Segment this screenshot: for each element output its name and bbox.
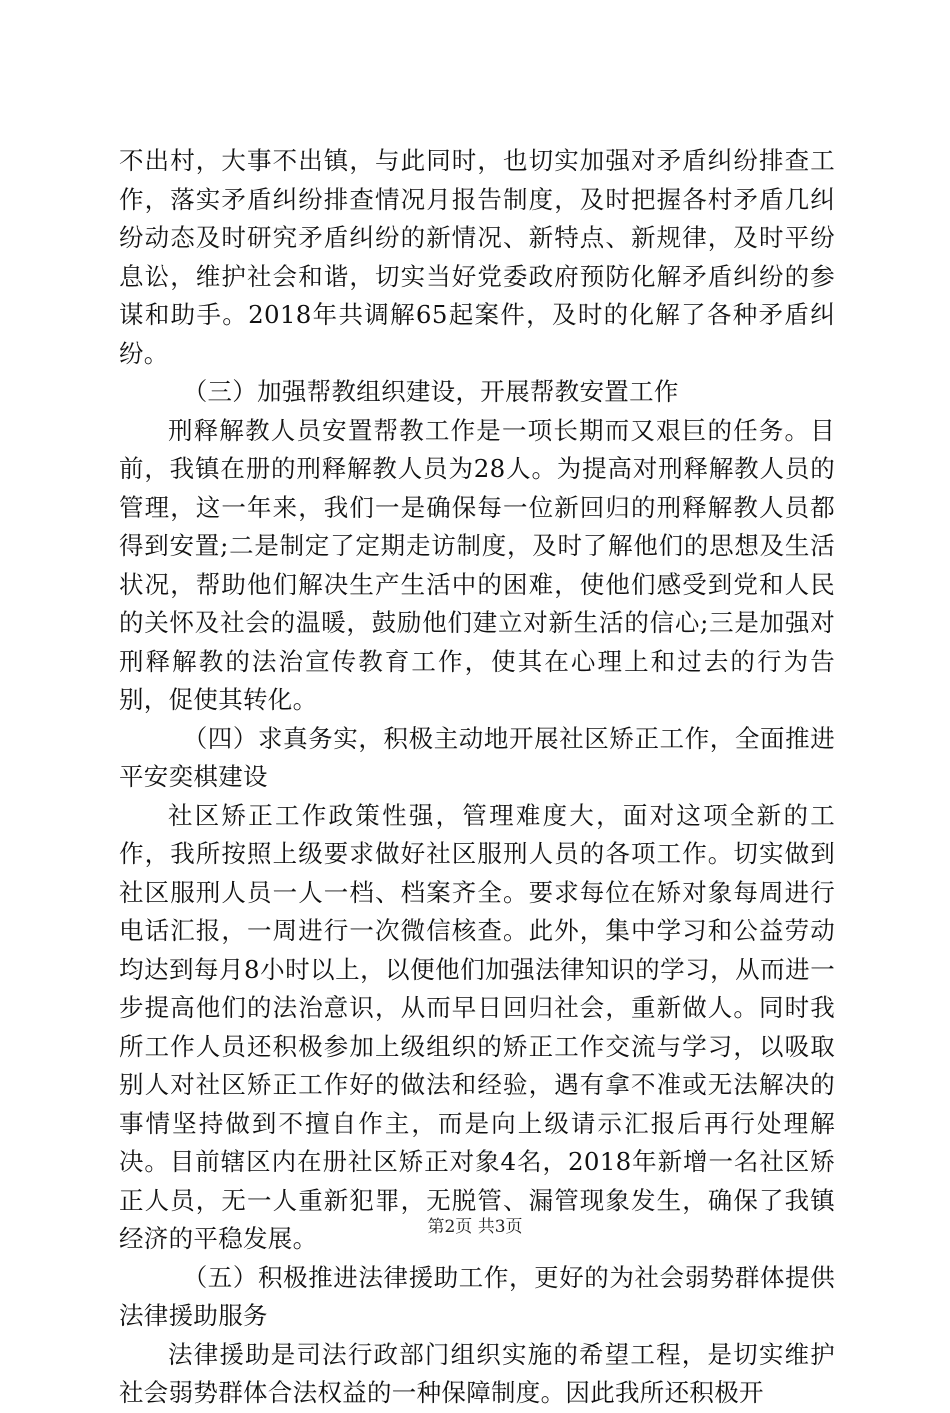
page-footer: 第2页 共3页 (427, 1217, 523, 1237)
paragraph-legal-aid: 法律援助是司法行政部门组织实施的希望工程，是切实维护社会弱势群体合法权益的一种保障制度。因此我所还积极开 (119, 1339, 835, 1407)
paragraph-community-correction: 社区矫正工作政策性强，管理难度大，面对这项全新的工作，我所按照上级要求做好社区服刑人员的各项工作。切实做到社区服刑人员一人一档、档案齐全。要求每位在矫对象每周进行电话汇报，一周进行一次微信核查。此外，集中学习和公益劳动均达到每月8小时以上，以便他们加强法律知识的学习，从而进一步提高他们的法治意识，从而早日回归社会，重新做人。同时我所工作人员还积极参加上级组织的矫正工作交流与学习，以吸取别人对社区矫正工作好的做法和经验，遇有拿不准或无法解决的事情坚持做到不擅自作主，而是向上级请示汇报后再行处理解决。目前辖区内在册社区矫正对象4名，2018年新增一名社区矫正人员，无一人重新犯罪，无脱管、漏管现象发生，确保了我镇经济的平稳发展。 (119, 800, 835, 1253)
section-heading-4: （四）求真务实，积极主动地开展社区矫正工作，全面推进平安奕棋建设 (119, 723, 835, 791)
section-heading-3: （三）加强帮教组织建设，开展帮教安置工作 (182, 377, 679, 406)
section-heading-5: （五）积极推进法律援助工作，更好的为社会弱势群体提供法律援助服务 (119, 1262, 835, 1330)
paragraph-resettlement: 刑释解教人员安置帮教工作是一项长期而又艰巨的任务。目前，我镇在册的刑释解教人员为28人。为提高对刑释解教人员的管理，这一年来，我们一是确保每一位新回归的刑释解教人员都得到安置;二是制定了定期走访制度，及时了解他们的思想及生活状况，帮助他们解决生产生活中的困难，使他们感受到党和人民的关怀及社会的温暖，鼓励他们建立对新生活的信心;三是加强对刑释解教的法治宣传教育工作，使其在心理上和过去的行为告别，促使其转化。 (119, 415, 835, 714)
paragraph-dispute-mediation-continued: 不出村，大事不出镇，与此同时，也切实加强对矛盾纠纷排查工作，落实矛盾纠纷排查情况月报告制度，及时把握各村矛盾几纠纷动态及时研究矛盾纠纷的新情况、新特点、新规律，及时平纷息讼，维护社会和谐，切实当好党委政府预防化解矛盾纠纷的参谋和助手。2018年共调解65起案件，及时的化解了各种矛盾纠纷。 (119, 146, 835, 368)
